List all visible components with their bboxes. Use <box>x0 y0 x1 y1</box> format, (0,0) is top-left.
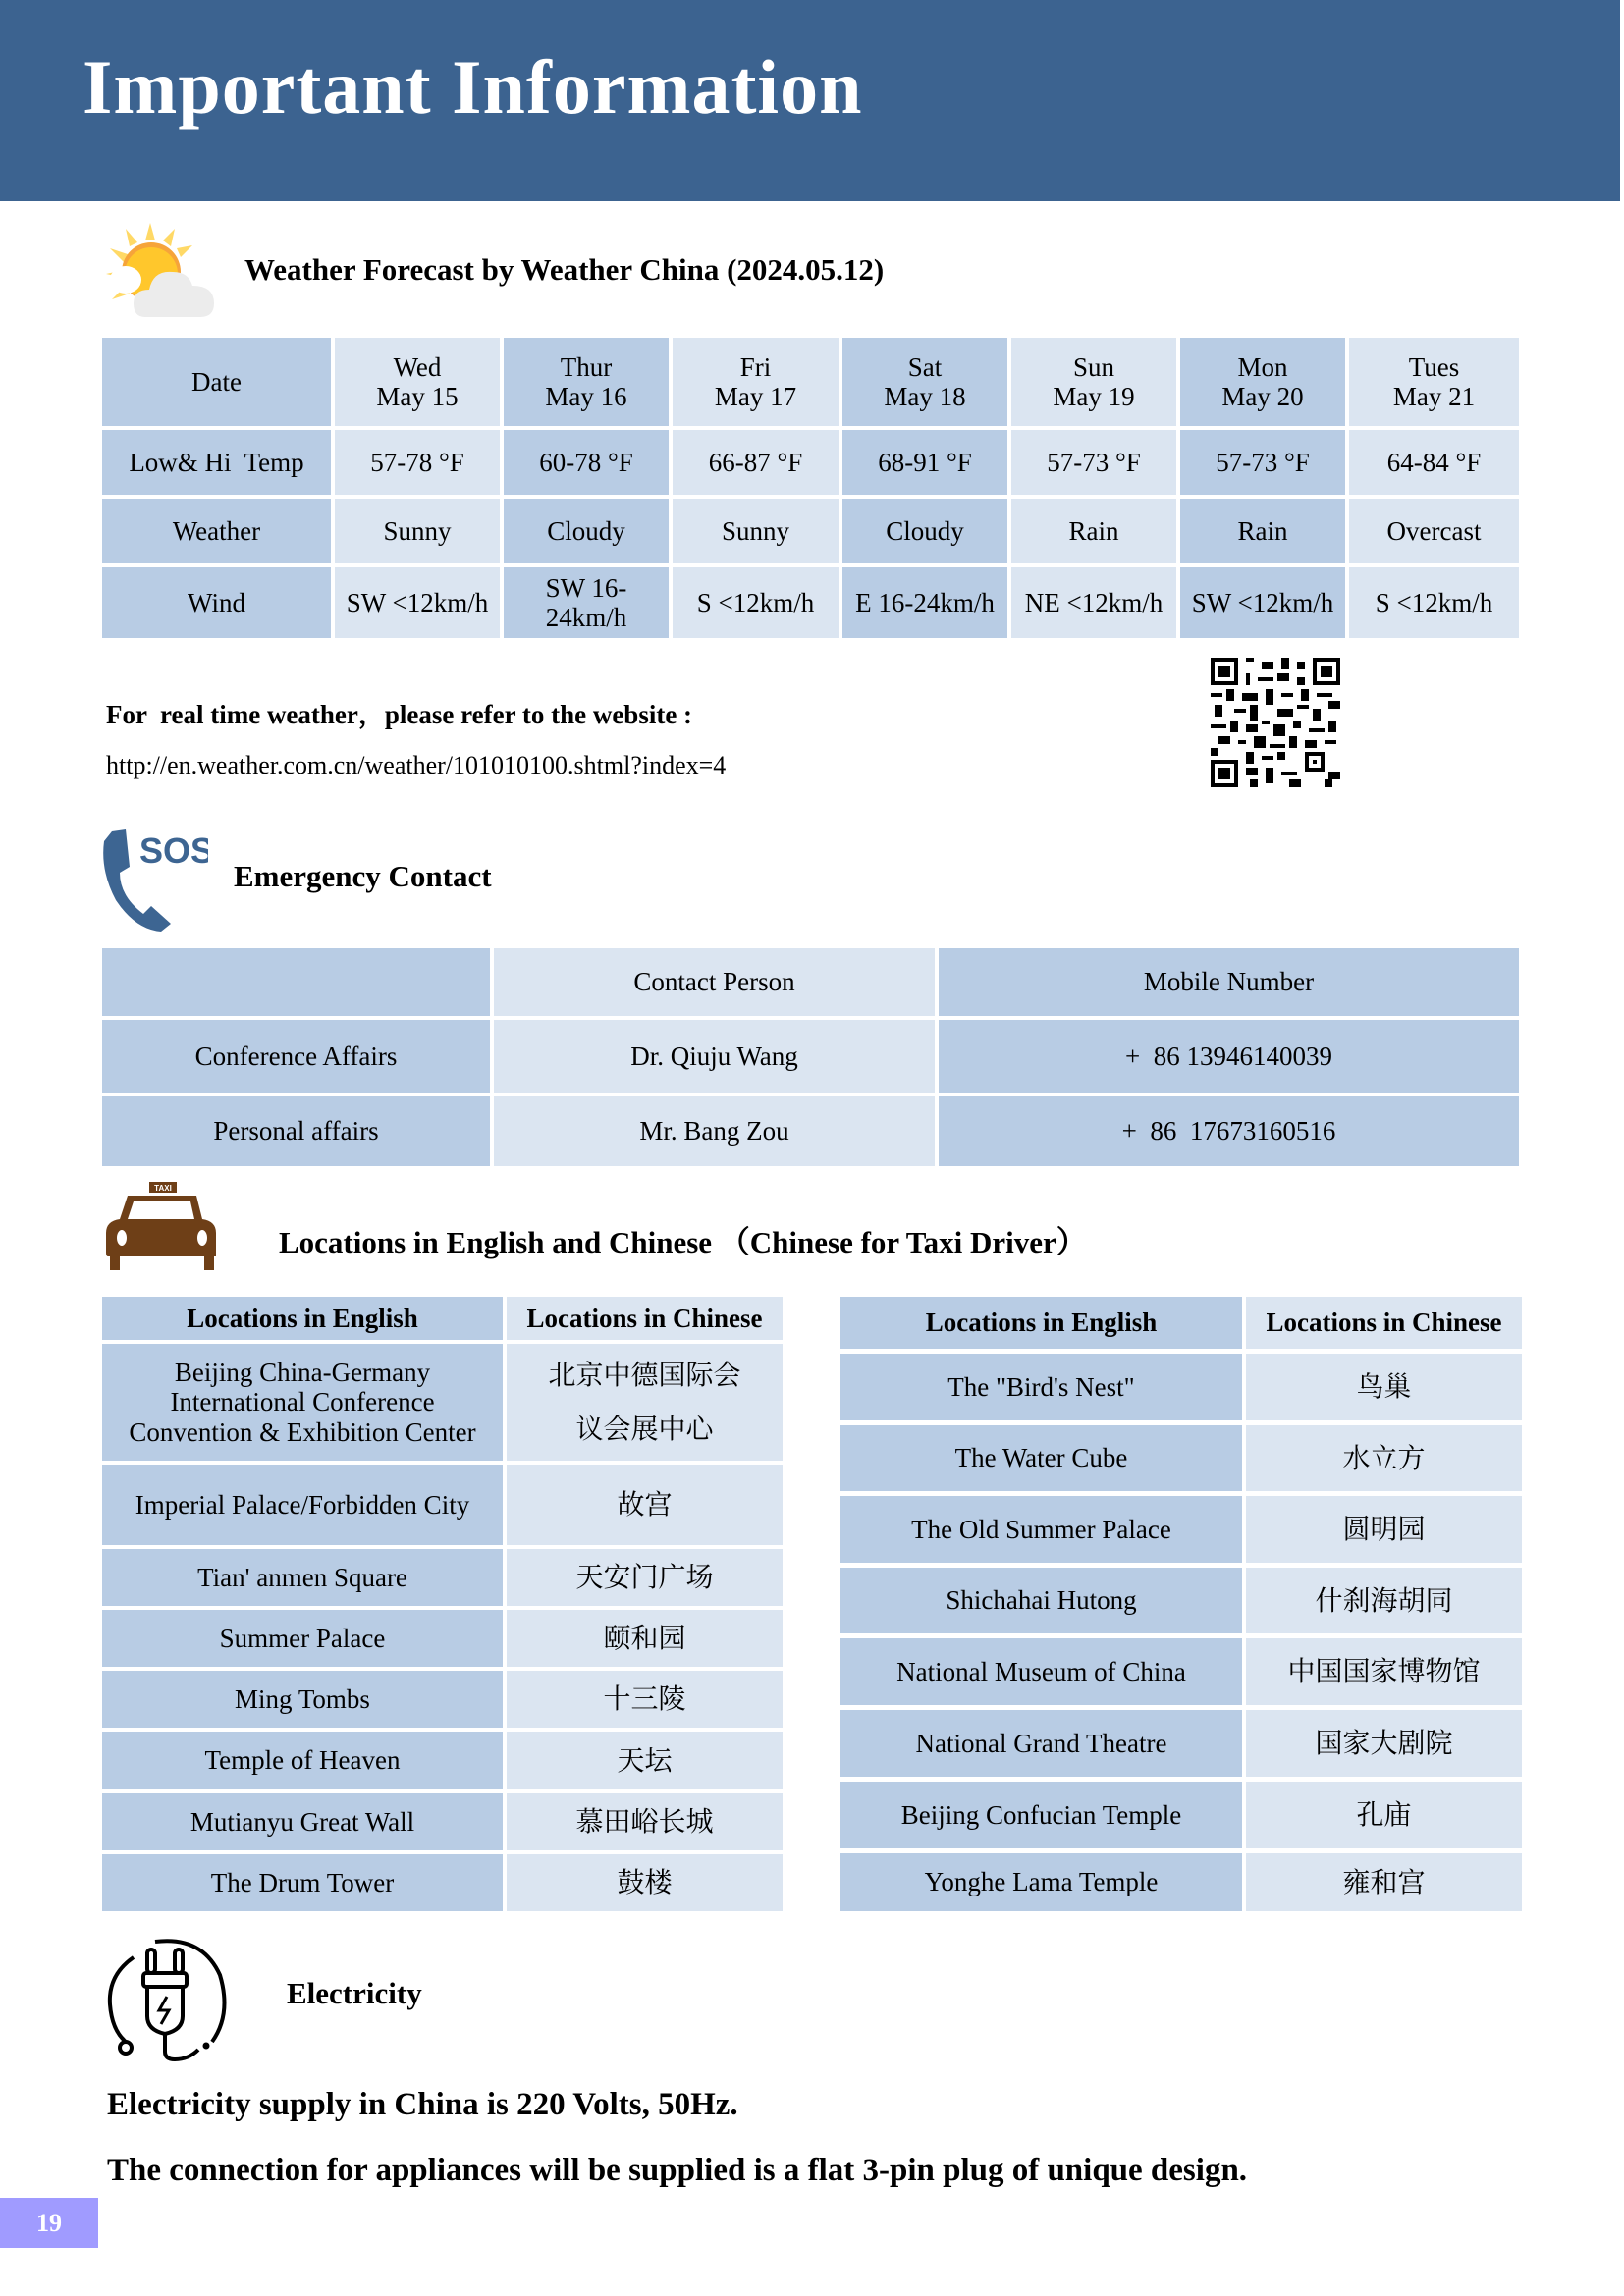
location-en: National Museum of China <box>840 1638 1242 1705</box>
contact-mobile[interactable]: + 86 13946140039 <box>939 1020 1519 1093</box>
location-en: The Water Cube <box>840 1425 1242 1491</box>
location-zh: 十三陵 <box>507 1671 783 1728</box>
plug-icon <box>104 1936 234 2063</box>
date-cell <box>1349 338 1519 426</box>
row-label-temp: Low& Hi Temp <box>102 430 331 495</box>
sos-phone-icon <box>98 828 208 934</box>
location-en: Summer Palace <box>102 1610 503 1667</box>
day-date: May 15 <box>376 382 459 411</box>
location-zh: 慕田峪长城 <box>507 1793 783 1850</box>
header-contact-person: Contact Person <box>494 948 935 1016</box>
day-date: May 21 <box>1392 382 1476 411</box>
location-zh: 雍和宫 <box>1246 1853 1522 1911</box>
header-blank <box>102 948 490 1016</box>
location-zh: 什刹海胡同 <box>1246 1568 1522 1633</box>
wind-cell: SW <12km/h <box>335 567 500 638</box>
weather-cell: Sunny <box>673 499 839 563</box>
realtime-weather-label: For real time weather，please refer to the website : <box>106 700 693 729</box>
location-en: Yonghe Lama Temple <box>840 1853 1242 1911</box>
day-date: May 19 <box>1053 382 1135 411</box>
svg-text:SOS: SOS <box>139 830 208 871</box>
day-name: Mon <box>1237 351 1288 382</box>
temp-cell: 60-78 °F <box>504 430 669 495</box>
contact-person: Mr. Bang Zou <box>494 1096 935 1166</box>
header-english: Locations in English <box>102 1297 503 1340</box>
header-chinese: Locations in Chinese <box>1246 1297 1522 1349</box>
date-cell <box>335 338 500 426</box>
weather-website-link[interactable]: http://en.weather.com.cn/weather/101010100.shtml?index=4 <box>106 751 727 779</box>
location-zh: 中国国家博物馆 <box>1246 1638 1522 1705</box>
day-name: Tues <box>1408 351 1460 382</box>
page-title: Important Information <box>82 44 863 130</box>
weather-cell: Rain <box>1011 499 1176 563</box>
wind-cell: SW <12km/h <box>1180 567 1345 638</box>
wind-cell: SW 16-24km/h <box>504 567 669 638</box>
location-en: Ming Tombs <box>102 1671 503 1728</box>
temp-cell: 57-78 °F <box>335 430 500 495</box>
weather-cell: Overcast <box>1349 499 1519 563</box>
location-zh: 孔庙 <box>1246 1782 1522 1848</box>
location-en: The Old Summer Palace <box>840 1496 1242 1563</box>
wind-cell: E 16-24km/h <box>842 567 1007 638</box>
location-en: Imperial Palace/Forbidden City <box>102 1465 503 1545</box>
contact-type: Personal affairs <box>102 1096 490 1166</box>
location-zh: 圆明园 <box>1246 1496 1522 1563</box>
day-name: Sat <box>907 351 943 382</box>
electricity-heading: Electricity <box>287 1976 422 2010</box>
row-label-date: Date <box>102 338 331 426</box>
header-chinese: Locations in Chinese <box>507 1297 783 1340</box>
temp-cell: 57-73 °F <box>1180 430 1345 495</box>
day-name: Thur <box>560 351 613 382</box>
day-date: May 18 <box>884 382 966 411</box>
date-cell <box>1011 338 1176 426</box>
location-en: Tian' anmen Square <box>102 1549 503 1606</box>
location-zh: 鼓楼 <box>507 1854 783 1911</box>
contact-mobile[interactable]: + 86 17673160516 <box>939 1096 1519 1166</box>
wind-cell: NE <12km/h <box>1011 567 1176 638</box>
temp-cell: 64-84 °F <box>1349 430 1519 495</box>
day-date: May 16 <box>545 382 627 411</box>
wind-cell: S <12km/h <box>673 567 839 638</box>
page-number-badge: 19 <box>0 2198 98 2248</box>
emergency-heading: Emergency Contact <box>234 859 492 893</box>
electricity-voltage-text: Electricity supply in China is 220 Volts, 50Hz. <box>107 2087 738 2122</box>
wind-cell: S <12km/h <box>1349 567 1519 638</box>
location-en: The "Bird's Nest" <box>840 1354 1242 1420</box>
locations-heading: Locations in English and Chinese （Chinese for Taxi Driver） <box>279 1225 1087 1259</box>
location-zh: 水立方 <box>1246 1425 1522 1491</box>
temp-cell: 66-87 °F <box>673 430 839 495</box>
weather-heading: Weather Forecast by Weather China (2024.05.12) <box>244 252 885 287</box>
weather-cell: Rain <box>1180 499 1345 563</box>
location-en: The Drum Tower <box>102 1854 503 1911</box>
weather-cell: Cloudy <box>842 499 1007 563</box>
header-mobile-number: Mobile Number <box>939 948 1519 1016</box>
day-name: Wed <box>393 351 442 382</box>
row-label-weather: Weather <box>102 499 331 563</box>
contact-type: Conference Affairs <box>102 1020 490 1093</box>
date-cell <box>504 338 669 426</box>
day-name: Sun <box>1072 351 1115 382</box>
location-en: Beijing China-Germany International Conference Convention & Exhibition Center <box>102 1344 503 1461</box>
location-en: Shichahai Hutong <box>840 1568 1242 1633</box>
taxi-icon <box>102 1178 220 1272</box>
contact-person: Dr. Qiuju Wang <box>494 1020 935 1093</box>
temp-cell: 68-91 °F <box>842 430 1007 495</box>
row-label-wind: Wind <box>102 567 331 638</box>
location-en: Mutianyu Great Wall <box>102 1793 503 1850</box>
svg-text:TAXI: TAXI <box>154 1184 172 1193</box>
location-en: National Grand Theatre <box>840 1710 1242 1777</box>
location-zh: 天安门广场 <box>507 1549 783 1606</box>
electricity-plug-text: The connection for appliances will be supplied is a flat 3-pin plug of unique design. <box>107 2153 1248 2188</box>
day-date: May 17 <box>714 382 797 411</box>
location-zh: 颐和园 <box>507 1610 783 1667</box>
weather-cell: Cloudy <box>504 499 669 563</box>
date-cell <box>673 338 839 426</box>
day-date: May 20 <box>1221 382 1304 411</box>
location-zh: 北京中德国际会议会展中心 <box>507 1344 783 1461</box>
location-zh: 鸟巢 <box>1246 1354 1522 1420</box>
header-english: Locations in English <box>840 1297 1242 1349</box>
location-zh: 天坛 <box>507 1732 783 1789</box>
sun-behind-cloud-icon <box>106 221 219 319</box>
date-cell <box>1180 338 1345 426</box>
qr-code-icon[interactable] <box>1211 658 1340 787</box>
location-en: Beijing Confucian Temple <box>840 1782 1242 1848</box>
location-zh: 国家大剧院 <box>1246 1710 1522 1777</box>
weather-cell: Sunny <box>335 499 500 563</box>
temp-cell: 57-73 °F <box>1011 430 1176 495</box>
location-zh: 故宫 <box>507 1465 783 1545</box>
day-name: Fri <box>739 351 772 382</box>
date-cell <box>842 338 1007 426</box>
location-en: Temple of Heaven <box>102 1732 503 1789</box>
